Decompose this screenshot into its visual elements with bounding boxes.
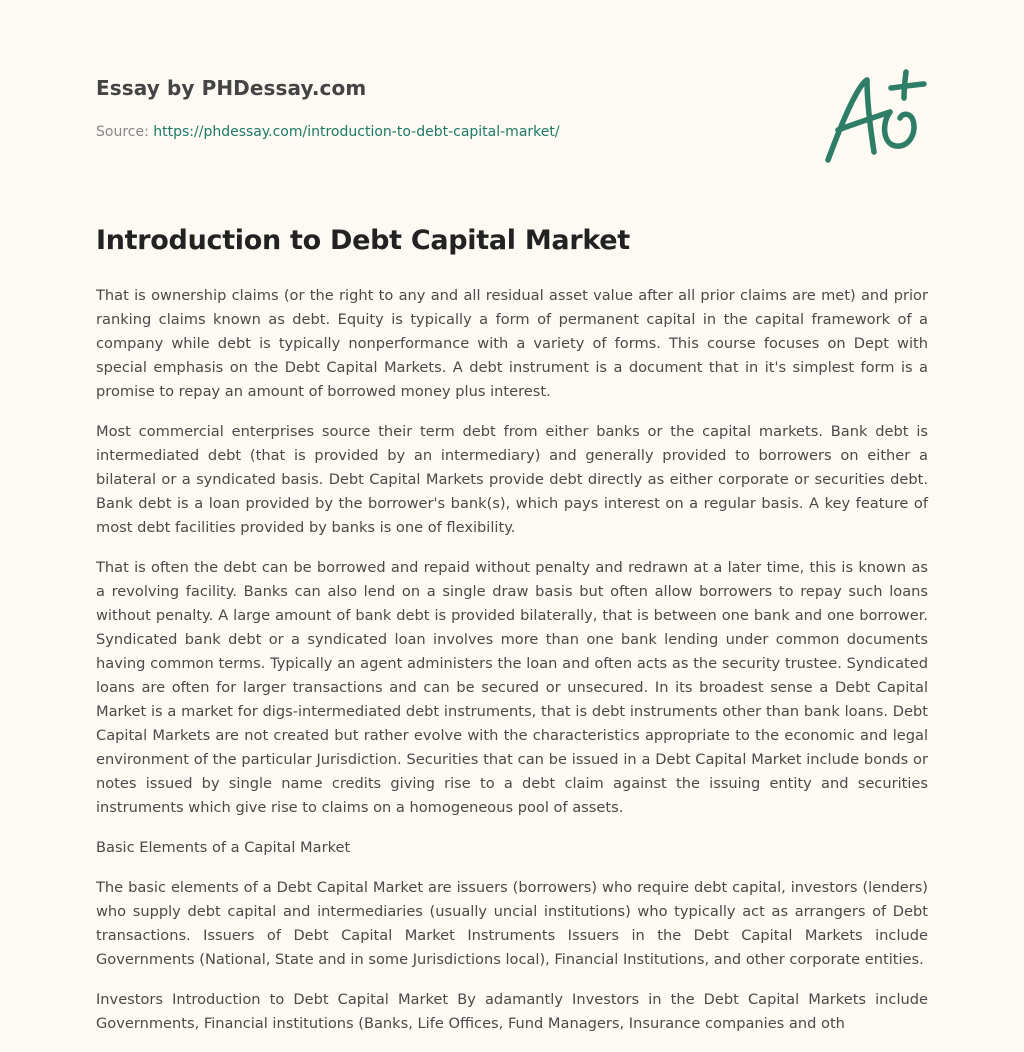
essay-title: Introduction to Debt Capital Market [96, 225, 630, 256]
essay-paragraph: That is often the debt can be borrowed and repaid without penalty and redrawn at a later time, this is known as a revolving facility. Banks can also lend on a single draw basis but often allow borrowers to repay such loans without penalty. A large amount of bank debt is provided bilaterally, that is between one bank and one borrower. Syndicated bank debt or a syndicated loan involves more than one bank lending under common documents having common terms. Typically an agent administers the loan and often acts as the security trustee. Syndicated loans are often for larger transactions and can be secured or unsecured. In its broadest sense a Debt Capital Market is a market for digs-intermediated debt instruments, that is debt instruments other than bank loans. Debt Capital Markets are not created but rather evolve with the characteristics appropriate to the economic and legal environment of the particular Jurisdiction. Securities that can be issued in a Debt Capital Market include bonds or notes issued by single name credits giving rise to a debt claim against the issuing entity and securities instruments which give rise to claims on a homogeneous pool of assets. [96, 559, 928, 816]
source-line [96, 124, 560, 140]
essay-paragraph: That is ownership claims (or the right to any and all residual asset value after all prior claims are met) and prior ranking claims known as debt. Equity is typically a form of permanent capital in the capital framework of a company while debt is typically nonperformance with a variety of forms. This course focuses on Dept with special emphasis on the Debt Capital Markets. A debt instrument is a document that in it's simplest form is a promise to repay an amount of borrowed money plus interest. [96, 287, 928, 400]
source-label: Source: [96, 124, 154, 140]
essay-paragraph: Investors Introduction to Debt Capital Market By adamantly Investors in the Debt Capital Markets include Governments, Financial institutions (Banks, Life Offices, Fund Managers, Insurance companies and oth [96, 991, 928, 1032]
site-title: Essay by PHDessay.com [96, 76, 367, 100]
source-link[interactable]: https://phdessay.com/introduction-to-debt-capital-market/ [153, 124, 560, 140]
essay-paragraph: Most commercial enterprises source their term debt from either banks or the capital markets. Bank debt is intermediated debt (that is provided by an intermediary) and generally provided to borrowers on either a bilateral or a syndicated basis. Debt Capital Markets provide debt directly as either corporate or securities debt. Bank debt is a loan provided by the borrower's bank(s), which pays interest on a regular basis. A key feature of most debt facilities provided by banks is one of flexibility. [96, 423, 928, 536]
a-plus-logo-icon [820, 66, 930, 166]
a-plus-logo-graphic [820, 66, 930, 166]
essay-body [96, 284, 928, 1052]
section-subheading: Basic Elements of a Capital Market [96, 839, 351, 856]
essay-paragraph: The basic elements of a Debt Capital Market are issuers (borrowers) who require debt capital, investors (lenders) who supply debt capital and intermediaries (usually uncial institutions) who typically act as arrangers of Debt transactions. Issuers of Debt Capital Market Instruments Issuers in the Debt Capital Markets include Governments (National, State and in some Jurisdictions local), Financial Institutions, and other corporate entities. [96, 879, 928, 968]
